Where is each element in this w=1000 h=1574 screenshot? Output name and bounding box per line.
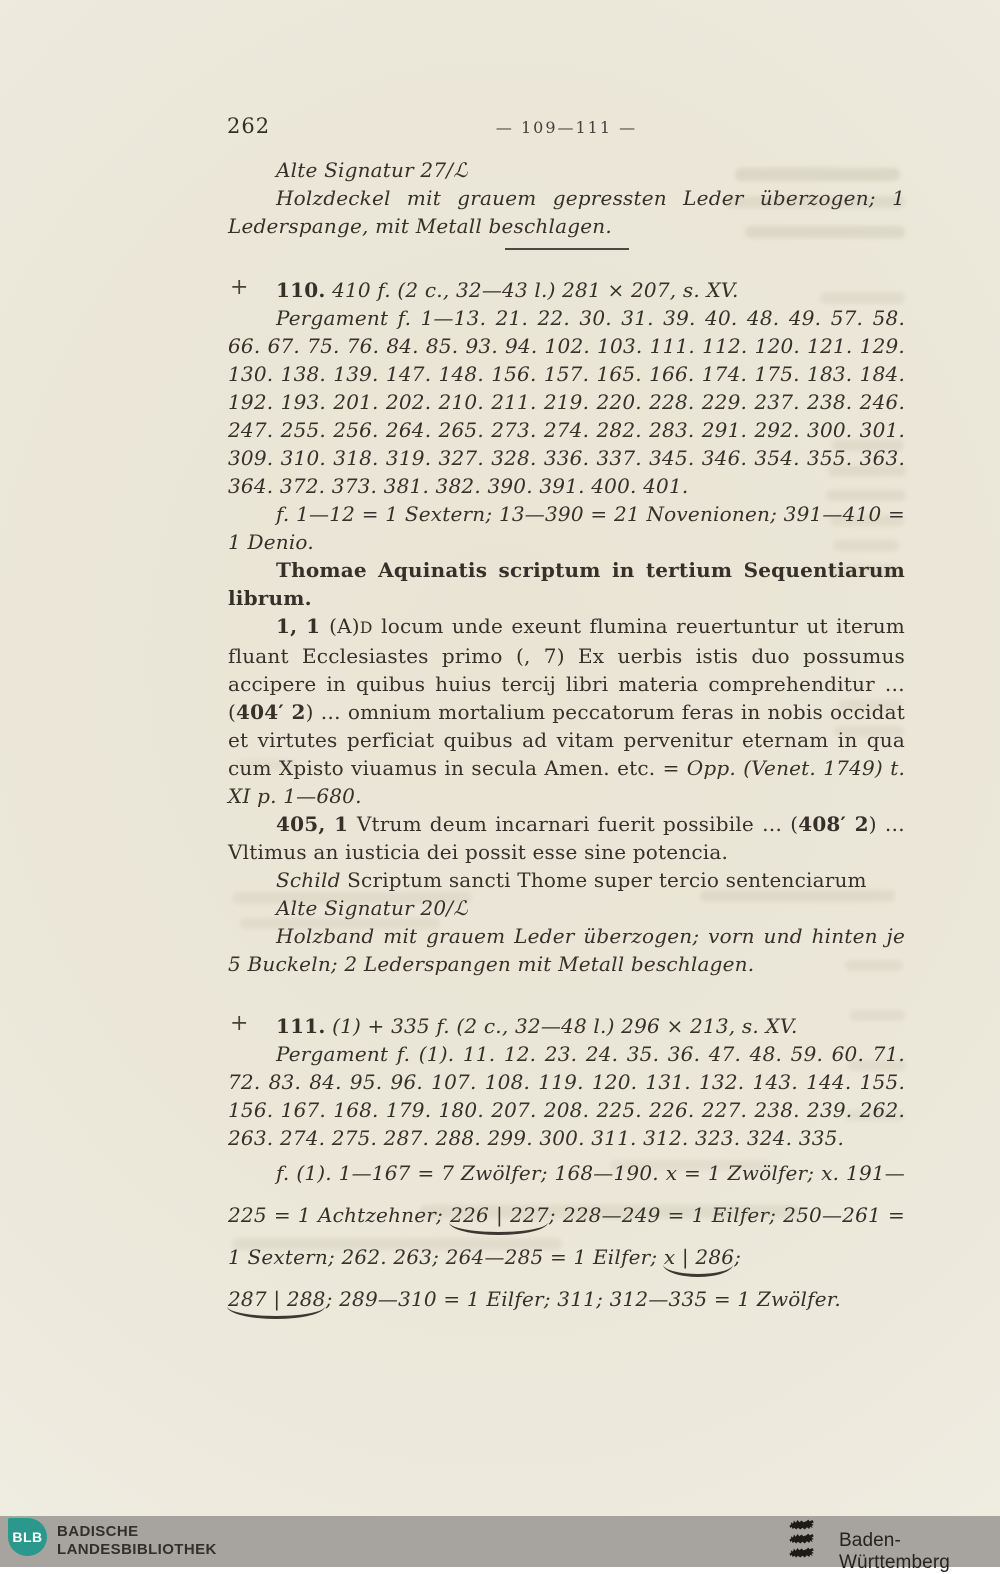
text-segment: Holzdeckel mit grauem gepressten Leder überzogen; 1 Lederspange, mit Metall beschlagen.: [228, 186, 905, 238]
text-segment: ) … omnium mortalium peccatorum feras in nobis occidat et virtutes perficiat quibus ad vitam pervenitur eternam in qua cum Xpisto viuamus in secula Amen. etc.: [228, 700, 905, 780]
alte-signatur-20: [228, 894, 905, 922]
entry-gap: [228, 978, 905, 1012]
entry-110-heading: [228, 276, 905, 304]
text-segment: 1, 1: [276, 614, 330, 638]
binding-note-110: [228, 922, 905, 978]
text-segment: (A): [329, 614, 360, 638]
quire-tie-group: 226 | 227: [450, 1203, 549, 1227]
binding-note-109: [228, 184, 905, 240]
text-segment: 110.: [276, 278, 326, 302]
text-segment: Alte Signatur 20/ℒ: [276, 896, 468, 920]
entry-110-title: [228, 556, 905, 612]
library-name-line1: BADISCHE: [57, 1523, 139, 1540]
entry-110-explicit: [228, 810, 905, 866]
entry-111-pergament: [228, 1040, 905, 1152]
text-segment: 111.: [276, 1014, 326, 1038]
footer-banner: [0, 1516, 1000, 1573]
text-segment: Holzband mit grauem Leder überzogen; vorn und hinten je 5 Buckeln; 2 Lederspangen mit Metall beschlagen.: [228, 924, 905, 976]
section-divider: [505, 248, 629, 250]
text-segment: 408′ 2: [798, 812, 869, 836]
entry-111-heading: [228, 1012, 905, 1040]
running-head: — 109—111 —: [495, 118, 638, 137]
text-segment: Pergament f. 1—13. 21. 22. 30. 31. 39. 40. 48. 49. 57. 58. 66. 67. 75. 76. 84. 85. 93. 94. 102. 103. 111. 112. 120. 121. 129. 130. 138. 139. 147. 148. 156. 157. 165. 166. 174. 175. 183. 184. 192. 193. 201. 202. 210. 211. 219. 220. 228. 229. 237. 238. 246. 247. 255. 256. 264. 265. 273. 274. 282. 283. 291. 292. 300. 301. 309. 310. 318. 319. 327. 328. 336. 337. 345. 346. 354. 355. 363. 364. 372. 373. 381. 382. 390. 391. 400. 401.: [228, 306, 905, 498]
text-segment: ;: [734, 1245, 742, 1269]
text-segment: Thomae Aquinatis scriptum in tertium Sequentiarum librum.: [228, 558, 905, 610]
entry-111-quires-line-3: [228, 1236, 905, 1278]
text-segment: Schild: [276, 868, 348, 892]
entry-111-quires-line-1: [228, 1152, 905, 1194]
entry-111-quires-line-4: [228, 1278, 905, 1320]
blb-badge-label: BLB: [12, 1529, 43, 1545]
quire-tie-group: x | 286: [663, 1245, 735, 1269]
text-segment: Pergament f. (1). 11. 12. 23. 24. 35. 36. 47. 48. 59. 60. 71. 72. 83. 84. 95. 96. 107. 108. 119. 120. 131. 132. 143. 144. 155. 156. 167. 168. 179. 180. 207. 208. 225. 226. 227. 238. 239. 262. 263. 274. 275. 287. 288. 299. 300. 311. 312. 323. 324. 335.: [228, 1042, 905, 1150]
text-segment: D: [359, 619, 373, 637]
text-segment: 404′ 2: [236, 700, 306, 724]
text-segment: ) … Vltimus an iusticia dei possit esse sine potencia.: [228, 812, 905, 864]
alte-signatur-27: [228, 156, 905, 184]
margin-plus-mark: +: [230, 275, 249, 300]
library-name: [57, 1523, 217, 1559]
text-segment: locum unde exeunt flumina reuertuntur ut iterum fluant Ecclesiastes primo (, 7) Ex uerbis istis duo possumus accipere in quibus huius tercij libri materia comprehenditur … (: [228, 614, 905, 724]
text-segment: Scriptum sancti Thome super tercio sentenciarum: [347, 868, 867, 892]
text-segment: Vtrum deum incarnari fuerit possibile … (: [356, 812, 799, 836]
text-segment: = Opp. (Venet. 1749) t. XI p. 1—680.: [228, 756, 905, 808]
text-segment: f. (1). 1—167 = 7 Zwölfer; 168—190. x = 1 Zwölfer; x. 191—: [276, 1161, 905, 1185]
text-segment: f. 1—12 = 1 Sextern; 13—390 = 21 Novenionen; 391—410 = 1 Denio.: [228, 502, 905, 554]
baden-wuerttemberg-coat-of-arms-icon: [789, 1519, 817, 1559]
entry-111-quires-line-2: [228, 1194, 905, 1236]
library-name-line2: LANDESBIBLIOTHEK: [57, 1541, 217, 1558]
text-segment: 225 = 1 Achtzehner;: [228, 1203, 451, 1227]
text-segment: Alte Signatur 27/ℒ: [276, 158, 468, 182]
entry-110-incipit: [228, 612, 905, 810]
entry-110-pergament: [228, 304, 905, 500]
catalog-page-text: [228, 156, 905, 1320]
quire-tie-group: 287 | 288: [228, 1287, 326, 1311]
text-segment: 405, 1: [276, 812, 357, 836]
text-segment: ; 228—249 = 1 Eilfer; 250—261 =: [548, 1203, 905, 1227]
text-segment: 410 f. (2 c., 32—43 l.) 281 × 207, s. XV.: [325, 278, 739, 302]
text-segment: (1) + 335 f. (2 c., 32—48 l.) 296 × 213, s. XV.: [325, 1014, 798, 1038]
state-name: Baden-Württemberg: [839, 1530, 950, 1573]
blb-logo-icon: [8, 1518, 47, 1556]
text-segment: ; 289—310 = 1 Eilfer; 311; 312—335 = 1 Zwölfer.: [325, 1287, 841, 1311]
text-segment: 1 Sextern; 262. 263; 264—285 = 1 Eilfer;: [228, 1245, 664, 1269]
entry-110-schild: [228, 866, 905, 894]
page-number: 262: [227, 114, 271, 138]
entry-110-quires: [228, 500, 905, 556]
margin-plus-mark: +: [230, 1011, 249, 1036]
